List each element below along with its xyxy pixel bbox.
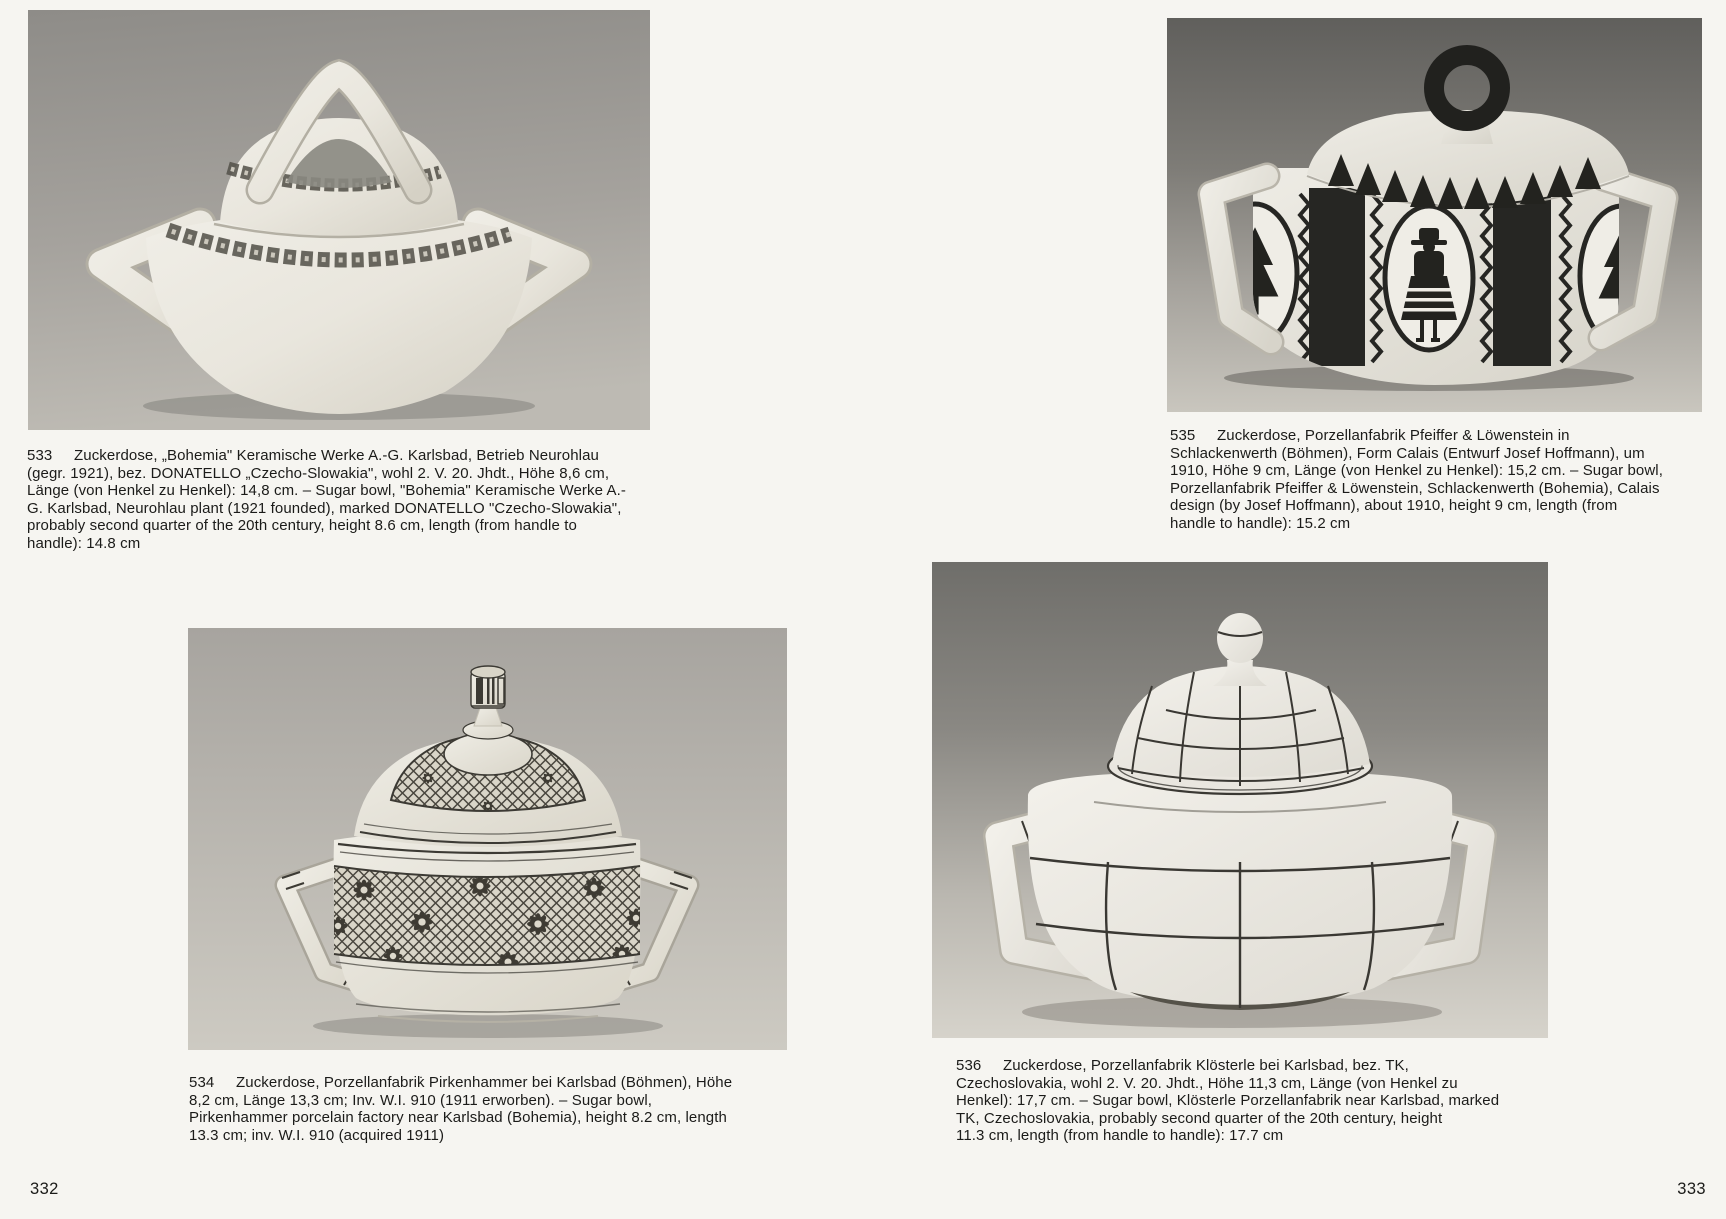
photo-sugar-bowl-536 <box>932 562 1548 1038</box>
caption-line: 8,2 cm, Länge 13,3 cm; Inv. W.I. 910 (1911 erworben). – Sugar bowl, <box>189 1091 653 1109</box>
daisy-ornament-band <box>329 866 646 973</box>
caption-line: Henkel): 17,7 cm. – Sugar bowl, Klösterle Porzellanfabrik near Karlsbad, marked <box>956 1092 1500 1110</box>
entry-number: 533 <box>27 447 53 464</box>
caption-line: TK, Czechoslovakia, probably second quarter of the 20th century, height <box>956 1109 1443 1127</box>
photo-sugar-bowl-533 <box>28 10 650 430</box>
caption-line <box>27 447 626 465</box>
caption-line: 1910, Höhe 9 cm, Länge (von Henkel zu Henkel): 15,2 cm. – Sugar bowl, <box>1170 462 1664 480</box>
caption-line: handle to handle): 15.2 cm <box>1170 514 1351 532</box>
page-number-left: 332 <box>30 1180 59 1198</box>
caption-line: handle): 14.8 cm <box>27 534 141 552</box>
figure-533 <box>28 10 650 430</box>
entry-number: 535 <box>1170 427 1196 444</box>
caption-text: Zuckerdose, Porzellanfabrik Pfeiffer & Löwenstein in <box>1217 427 1570 444</box>
caption-line: design (by Josef Hoffmann), about 1910, height 9 cm, length (from <box>1170 497 1618 515</box>
caption-line: G. Karlsbad, Neurohlau plant (1921 founded), marked DONATELLO "Czecho-Slowakia", <box>27 499 622 517</box>
figure-535 <box>1167 18 1702 412</box>
caption-line: Porzellanfabrik Pfeiffer & Löwenstein, Schlackenwerth (Bohemia), Calais <box>1170 479 1660 497</box>
caption-534 <box>189 1074 732 1144</box>
photo-sugar-bowl-534 <box>188 628 787 1050</box>
photo-sugar-bowl-535 <box>1167 18 1702 412</box>
caption-line: Schlackenwerth (Böhmen), Form Calais (Entwurf Josef Hoffmann), um <box>1170 444 1645 462</box>
caption-line <box>1170 427 1663 445</box>
caption-536 <box>956 1057 1499 1145</box>
caption-text: Zuckerdose, Porzellanfabrik̇ Pirkenhammer bei Karlsbad (Böhmen), Höhe <box>236 1074 733 1091</box>
caption-line <box>189 1074 732 1092</box>
caption-text: Zuckerdose, „Bohemia" Keramische Werke A.-G. Karlsbad, Betrieb Neurohlau <box>74 447 599 464</box>
caption-line: (gegr. 1921), bez. DONATELLO „Czecho-Slowakia", wohl 2. V. 20. Jhdt., Höhe 8,6 cm, <box>27 464 610 482</box>
entry-number: 534 <box>189 1074 215 1091</box>
caption-text: Zuckerdose, Porzellanfabrik Klösterle bei Karlsbad, bez. TK, <box>1003 1057 1409 1074</box>
lid-striped-knob <box>463 666 513 739</box>
caption-533 <box>27 447 626 553</box>
figure-536 <box>932 562 1548 1038</box>
caption-535 <box>1170 427 1663 533</box>
caption-line <box>956 1057 1499 1075</box>
caption-line: 13.3 cm; inv. W.I. 910 (acquired 1911) <box>189 1126 445 1144</box>
caption-line: Pirkenhammer porcelain factory near Karlsbad (Bohemia), height 8.2 cm, length <box>189 1109 727 1127</box>
figure-534 <box>188 628 787 1050</box>
caption-line: 11.3 cm, length (from handle to handle): 17.7 cm <box>956 1127 1284 1145</box>
caption-line: Czechoslovakia, wohl 2. V. 20. Jhdt., Höhe 11,3 cm, Länge (von Henkel zu <box>956 1074 1458 1092</box>
entry-number: 536 <box>956 1057 982 1074</box>
page-number-right: 333 <box>1677 1180 1706 1198</box>
caption-line: Länge (von Henkel zu Henkel): 14,8 cm. – Sugar bowl, "Bohemia" Keramische Werke A.- <box>27 482 626 500</box>
caption-line: probably second quarter of the 20th century, height 8.6 cm, length (from handle to <box>27 517 577 535</box>
